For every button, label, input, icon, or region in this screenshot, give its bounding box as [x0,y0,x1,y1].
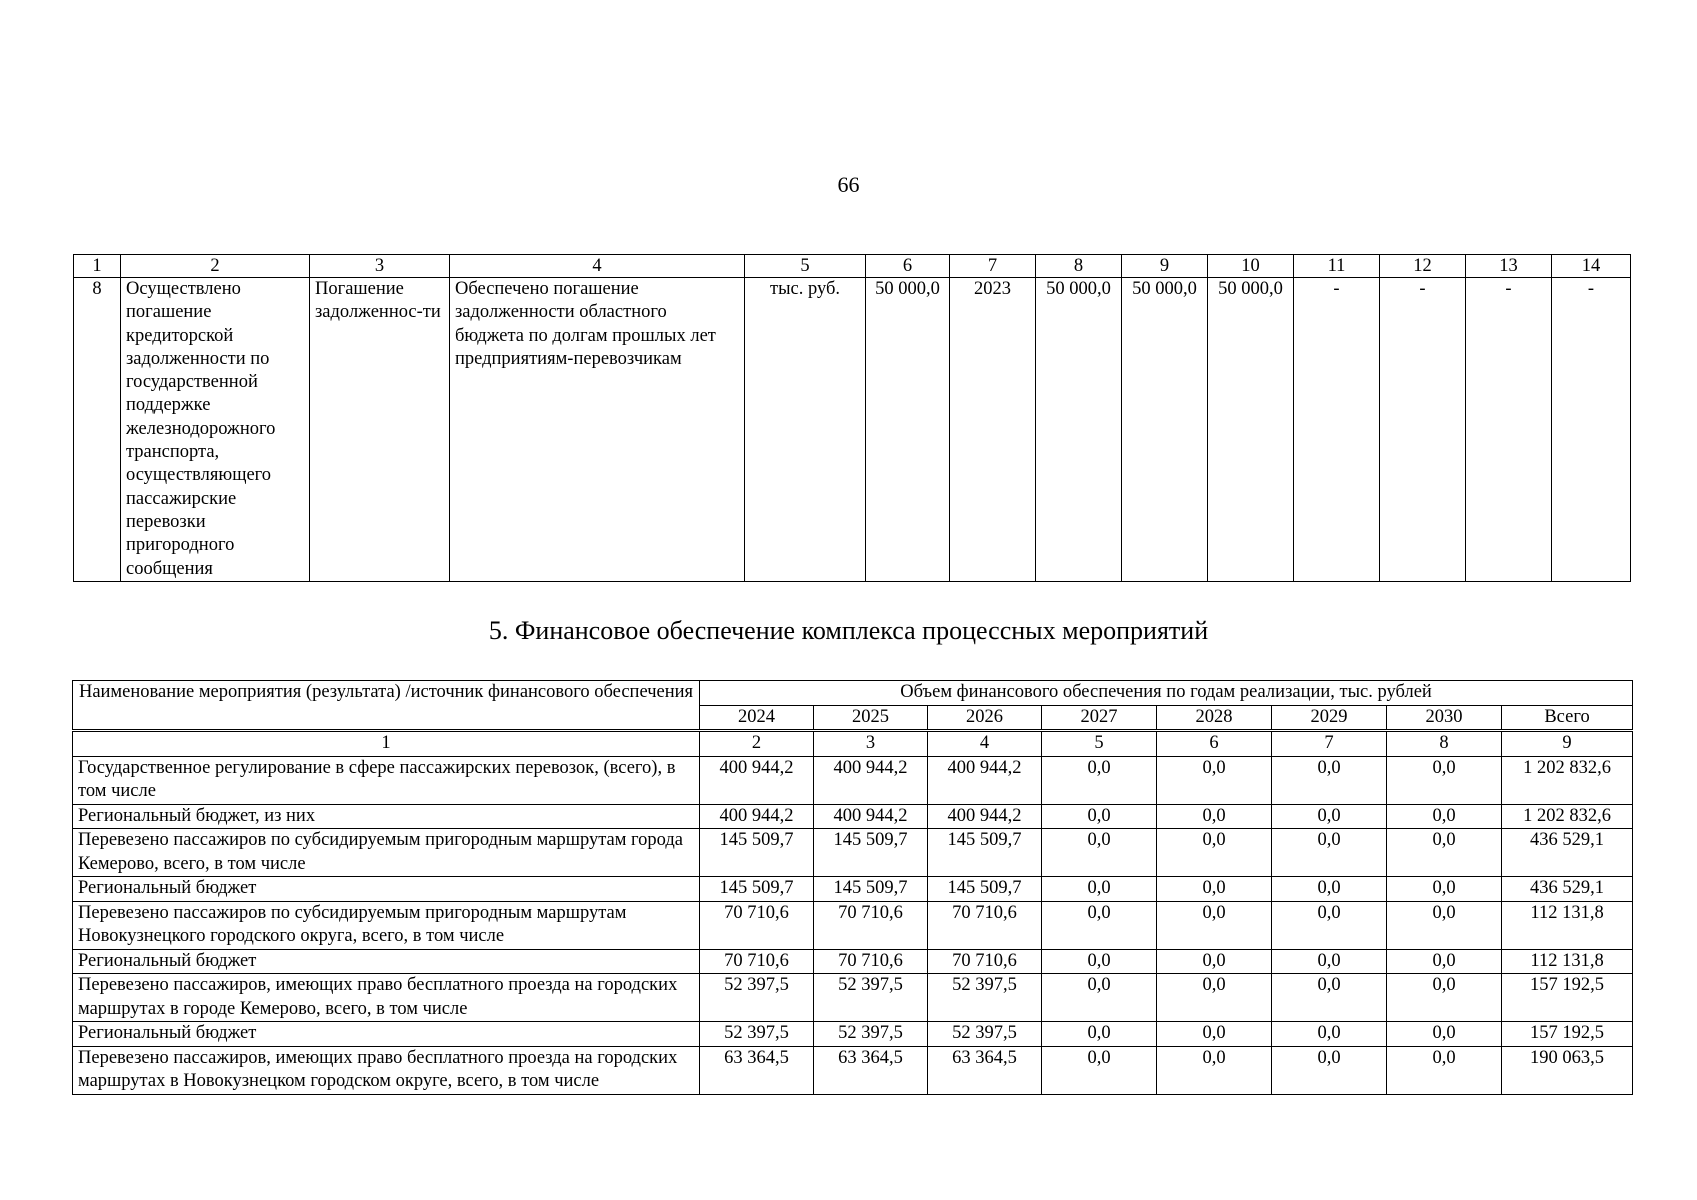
year-value: 0,0 [1387,877,1502,902]
year-value: 0,0 [1157,1046,1272,1094]
row-label: Перевезено пассажиров по субсидируемым пригородным маршрутам Новокузнецкого городского округа, всего, в том числе [73,901,700,949]
year-value: 0,0 [1157,974,1272,1022]
result-type: Погашение задолженнос-ти [310,278,450,582]
total-header: Всего [1502,705,1633,731]
section-title: 5. Финансовое обеспечение комплекса процессных мероприятий [488,616,1209,645]
year-value: 0,0 [1157,756,1272,804]
year-header: 2030 [1387,705,1502,731]
year-value: 145 509,7 [928,877,1042,902]
year-value: 400 944,2 [814,756,928,804]
year-value: 70 710,6 [700,901,814,949]
col-number: 13 [1466,255,1552,278]
year-value: 0,0 [1387,1022,1502,1047]
table-row [73,974,1633,1022]
year-value: 0,0 [1042,877,1157,902]
col-number: 10 [1208,255,1294,278]
year-value: 0,0 [1387,756,1502,804]
table-row [73,829,1633,877]
year-value: 145 509,7 [700,829,814,877]
col-number: 6 [866,255,950,278]
year-value: 0,0 [1157,829,1272,877]
row-label: Региональный бюджет, из них [73,804,700,829]
col-number: 11 [1294,255,1380,278]
year-header: 2029 [1272,705,1387,731]
col-number: 8 [1387,731,1502,757]
unit: тыс. руб. [745,278,866,582]
year-value: 0,0 [1272,974,1387,1022]
year-value: 145 509,7 [700,877,814,902]
row-label: Региональный бюджет [73,877,700,902]
year-value: 400 944,2 [700,756,814,804]
year-value: 0,0 [1042,829,1157,877]
value-2030: - [1552,278,1631,582]
year-value: 0,0 [1387,1046,1502,1094]
year-value: 0,0 [1272,877,1387,902]
year-value: 0,0 [1157,877,1272,902]
year-value: 400 944,2 [814,804,928,829]
total-value: 436 529,1 [1502,877,1633,902]
year-value: 52 397,5 [814,1022,928,1047]
row-label: Региональный бюджет [73,949,700,974]
year-header: 2026 [928,705,1042,731]
year-value: 0,0 [1272,829,1387,877]
year-value: 0,0 [1272,1046,1387,1094]
year-value: 0,0 [1042,949,1157,974]
year-value: 52 397,5 [928,1022,1042,1047]
row-label: Перевезено пассажиров, имеющих право бесплатного проезда на городских маршрутах в Новокузнецком городском округе, всего, в том числе [73,1046,700,1094]
col-number: 5 [745,255,866,278]
row-label: Перевезено пассажиров по субсидируемым пригородным маршрутам города Кемерово, всего, в том числе [73,829,700,877]
results-table [73,254,1631,582]
total-value: 112 131,8 [1502,949,1633,974]
year-value: 0,0 [1272,1022,1387,1047]
row-number: 8 [74,278,121,582]
year-value: 400 944,2 [700,804,814,829]
table-row [73,949,1633,974]
results-table-header-row [74,255,1631,278]
finance-table-body [73,756,1633,1094]
head-volume: Объем финансового обеспечения по годам реализации, тыс. рублей [700,681,1633,706]
year-value: 0,0 [1042,901,1157,949]
result-characteristic: Обеспечено погашение задолженности областного бюджета по долгам прошлых лет предприятиям-перевозчикам [450,278,745,582]
year-value: 52 397,5 [700,974,814,1022]
col-number: 7 [950,255,1036,278]
col-number: 9 [1502,731,1633,757]
col-number: 4 [928,731,1042,757]
year-value: 0,0 [1157,901,1272,949]
year-header: 2028 [1157,705,1272,731]
year-value: 0,0 [1387,829,1502,877]
col-number: 12 [1380,255,1466,278]
table-row [73,756,1633,804]
row-label: Государственное регулирование в сфере пассажирских перевозок, (всего), в том числе [73,756,700,804]
year-value: 0,0 [1272,949,1387,974]
col-number: 2 [121,255,310,278]
base-value: 50 000,0 [866,278,950,582]
row-label: Перевезено пассажиров, имеющих право бесплатного проезда на городских маршрутах в городе Кемерово, всего, в том числе [73,974,700,1022]
table-row [73,877,1633,902]
year-value: 52 397,5 [928,974,1042,1022]
year-value: 400 944,2 [928,804,1042,829]
year-value: 0,0 [1272,756,1387,804]
year-value: 70 710,6 [814,949,928,974]
col-number: 4 [450,255,745,278]
year-header: 2025 [814,705,928,731]
total-value: 1 202 832,6 [1502,804,1633,829]
year-value: 0,0 [1042,756,1157,804]
year-value: 0,0 [1387,901,1502,949]
total-value: 112 131,8 [1502,901,1633,949]
year-value: 0,0 [1387,974,1502,1022]
col-number: 3 [310,255,450,278]
total-value: 436 529,1 [1502,829,1633,877]
col-number: 9 [1122,255,1208,278]
year-value: 145 509,7 [814,829,928,877]
value-2026: 50 000,0 [1208,278,1294,582]
year-value: 145 509,7 [928,829,1042,877]
table-row [73,901,1633,949]
year-value: 0,0 [1042,974,1157,1022]
year-value: 52 397,5 [700,1022,814,1047]
value-2024: 50 000,0 [1036,278,1122,582]
total-value: 157 192,5 [1502,1022,1633,1047]
table-row [73,1046,1633,1094]
year-value: 70 710,6 [700,949,814,974]
page-number: 66 [837,172,860,197]
table-row [74,278,1631,582]
year-value: 0,0 [1042,1022,1157,1047]
year-value: 0,0 [1157,949,1272,974]
col-number: 1 [73,731,700,757]
year-value: 145 509,7 [814,877,928,902]
year-value: 0,0 [1387,804,1502,829]
value-2025: 50 000,0 [1122,278,1208,582]
year-value: 400 944,2 [928,756,1042,804]
year-value: 52 397,5 [814,974,928,1022]
year-value: 0,0 [1272,901,1387,949]
row-label: Региональный бюджет [73,1022,700,1047]
year-value: 63 364,5 [814,1046,928,1094]
value-2027: - [1294,278,1380,582]
value-2028: - [1380,278,1466,582]
year-value: 0,0 [1157,804,1272,829]
col-number: 8 [1036,255,1122,278]
year-value: 70 710,6 [814,901,928,949]
table-row [73,804,1633,829]
year-value: 0,0 [1387,949,1502,974]
year-value: 70 710,6 [928,949,1042,974]
result-name: Осуществлено погашение кредиторской задолженности по государственной поддержке железнодорожного транспорта, осуществляющего пассажирские перевозки пригородного сообщения [121,278,310,582]
year-value: 63 364,5 [928,1046,1042,1094]
base-year: 2023 [950,278,1036,582]
year-value: 0,0 [1042,1046,1157,1094]
col-number: 1 [74,255,121,278]
year-value: 70 710,6 [928,901,1042,949]
finance-header-row [73,681,1633,706]
col-number: 5 [1042,731,1157,757]
year-value: 0,0 [1042,804,1157,829]
head-name: Наименование мероприятия (результата) /источник финансового обеспечения [73,681,700,731]
year-value: 63 364,5 [700,1046,814,1094]
year-header: 2024 [700,705,814,731]
total-value: 157 192,5 [1502,974,1633,1022]
table-row [73,1022,1633,1047]
finance-colnum-row [73,731,1633,757]
total-value: 1 202 832,6 [1502,756,1633,804]
year-value: 0,0 [1157,1022,1272,1047]
year-header: 2027 [1042,705,1157,731]
col-number: 3 [814,731,928,757]
col-number: 6 [1157,731,1272,757]
value-2029: - [1466,278,1552,582]
total-value: 190 063,5 [1502,1046,1633,1094]
finance-table [72,680,1633,1095]
col-number: 14 [1552,255,1631,278]
col-number: 7 [1272,731,1387,757]
year-value: 0,0 [1272,804,1387,829]
col-number: 2 [700,731,814,757]
